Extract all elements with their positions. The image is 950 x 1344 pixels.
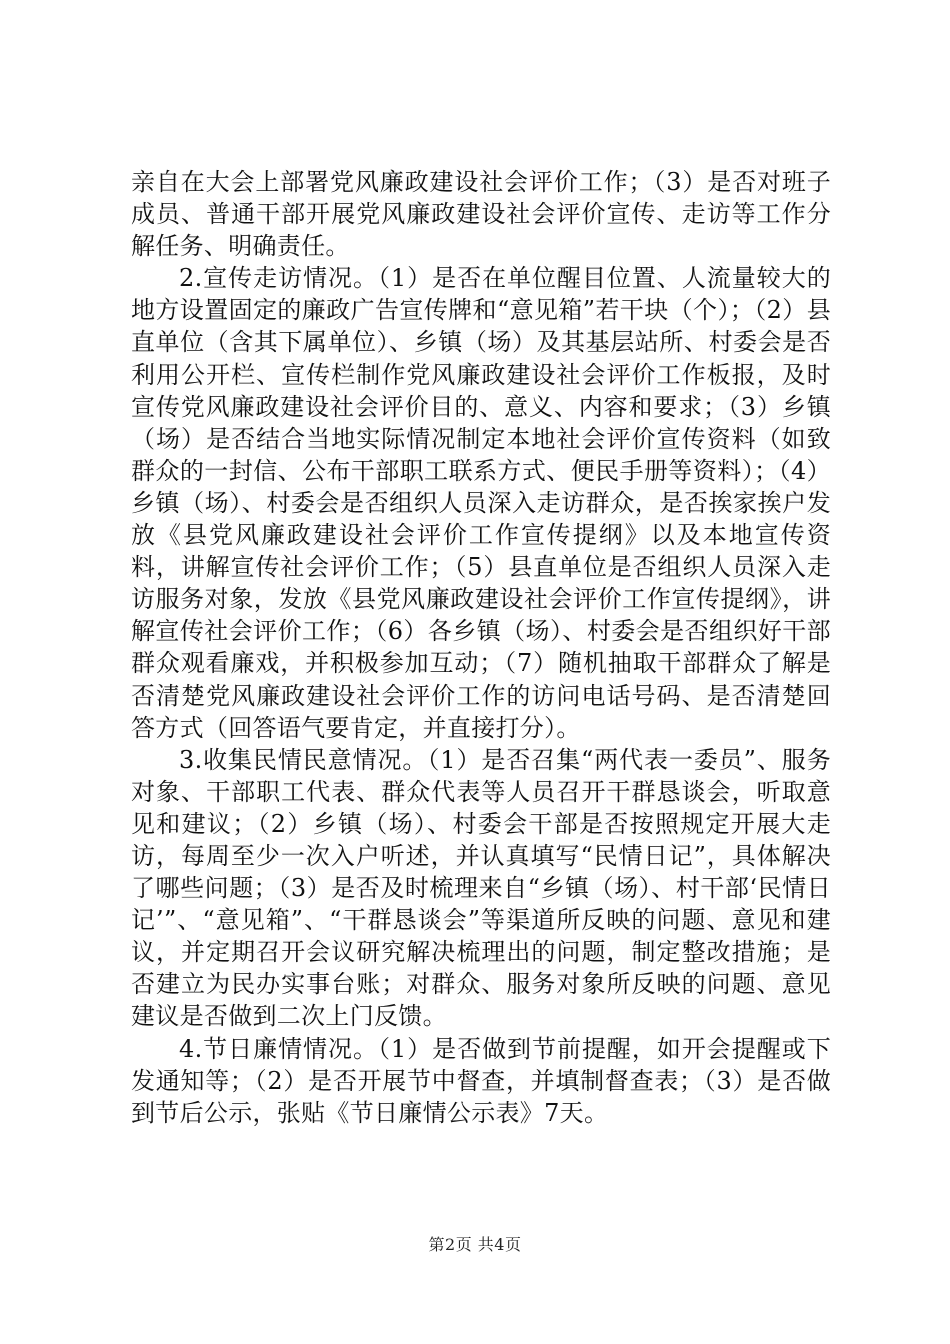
document-body [131,166,831,1129]
paragraph-publicity-visits: 2.宣传走访情况。（1）是否在单位醒目位置、人流量较大的地方设置固定的廉政广告宣传牌和“意见箱”若干块（个）；（2）县直单位（含其下属单位）、乡镇（场）及其基层站所、村委会是否利用公开栏、宣传栏制作党风廉政建设社会评价工作板报，及时宣传党风廉政建设社会评价目的、意义、内容和要求；（3）乡镇（场）是否结合当地实际情况制定本地社会评价宣传资料（如致群众的一封信、公布干部职工联系方式、便民手册等资料）；（4）乡镇（场）、村委会是否组织人员深入走访群众，是否挨家挨户发放《县党风廉政建设社会评价工作宣传提纲》以及本地宣传资料，讲解宣传社会评价工作；（5）县直单位是否组织人员深入走访服务对象，发放《县党风廉政建设社会评价工作宣传提纲》，讲解宣传社会评价工作；（6）各乡镇（场）、村委会是否组织好干部群众观看廉戏，并积极参加互动；（7）随机抽取干部群众了解是否清楚党风廉政建设社会评价工作的访问电话号码、是否清楚回答方式（回答语气要肯定，并直接打分）。 [131,264,831,742]
page-number-footer: 第2页 共4页 [428,1235,522,1254]
paragraph-continuation: 亲自在大会上部署党风廉政建设社会评价工作；（3）是否对班子成员、普通干部开展党风廉政建设社会评价宣传、走访等工作分解任务、明确责任。 [131,168,831,261]
paragraph-holiday-integrity: 4.节日廉情情况。（1）是否做到节前提醒，如开会提醒或下发通知等；（2）是否开展节中督查，并填制督查表；（3）是否做到节后公示，张贴《节日廉情公示表》7天。 [131,1034,831,1127]
paragraph-public-opinion: 3.收集民情民意情况。（1）是否召集“两代表一委员”、服务对象、干部职工代表、群众代表等人员召开干群恳谈会，听取意见和建议；（2）乡镇（场）、村委会干部是否按照规定开展大走访，每周至少一次入户听述，并认真填写“民情日记”，具体解决了哪些问题；（3）是否及时梳理来自“乡镇（场）、村干部‘民情日记’”、“意见箱”、“干群恳谈会”等渠道所反映的问题、意见和建议，并定期召开会议研究解决梳理出的问题，制定整改措施；是否建立为民办实事台账；对群众、服务对象所反映的问题、意见建议是否做到二次上门反馈。 [131,745,831,1031]
